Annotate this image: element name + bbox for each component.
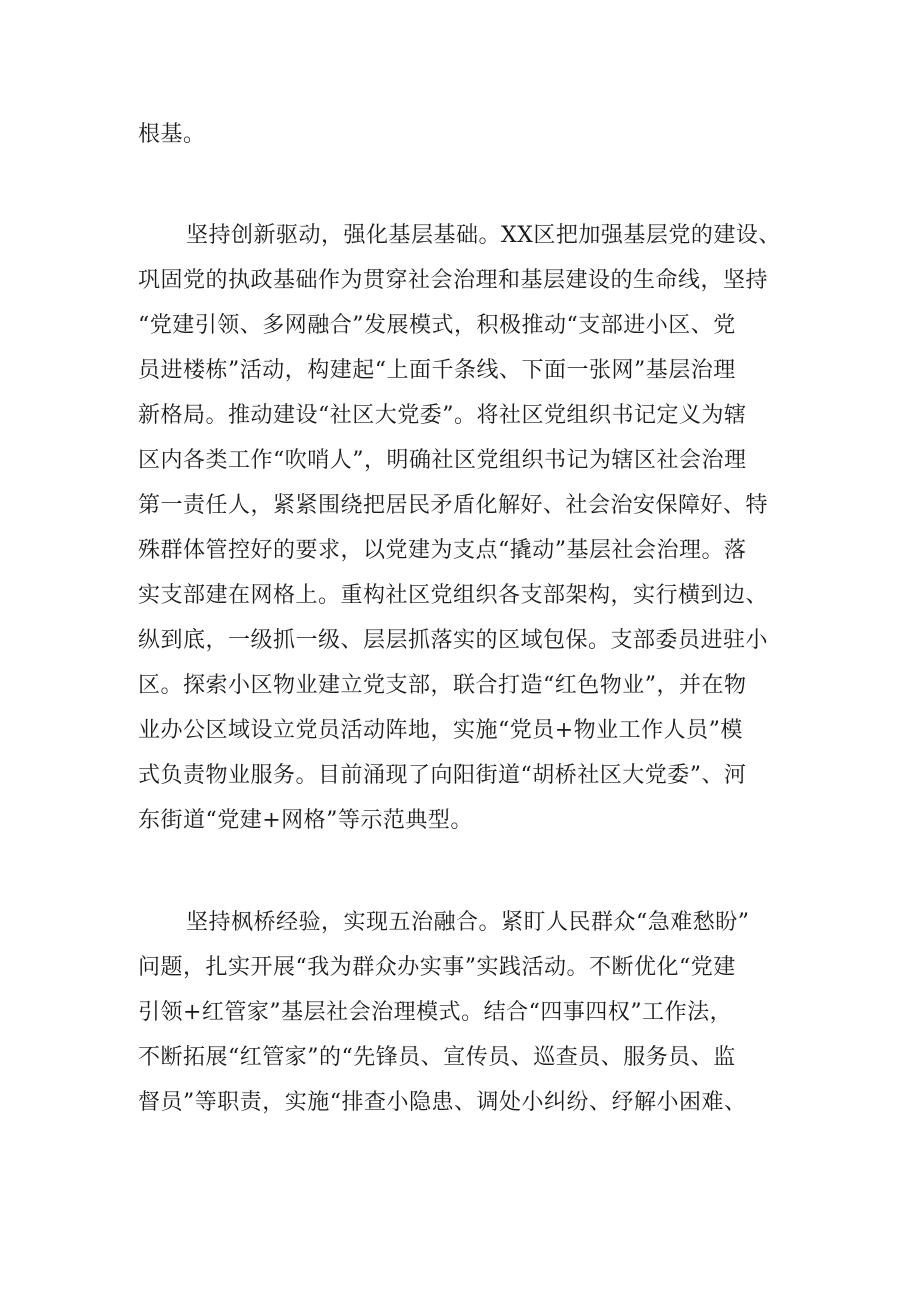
- paragraph-line: 新格局。推动建设“社区大党委”。将社区党组织书记定义为辖: [138, 403, 747, 428]
- paragraph-line: 实支部建在网格上。重构社区党组织各支部架构，实行横到边、: [138, 583, 769, 608]
- paragraph-line: “党建引领、多网融合”发展模式，积极推动“支部进小区、党: [138, 313, 736, 338]
- paragraph-line: 引领+红管家”基层社会治理模式。结合“四事四权”工作法，: [138, 1000, 733, 1025]
- paragraph-line: 巩固党的执政基础作为贯穿社会治理和基层建设的生命线，坚持: [138, 268, 769, 293]
- paragraph-line: 坚持枫桥经验，实现五治融合。紧盯人民群众“急难愁盼”: [186, 910, 750, 935]
- paragraph-line: 业办公区域设立党员活动阵地，实施“党员+物业工作人员”模: [138, 718, 743, 743]
- paragraph-line: 督员”等职责，实施“排查小隐患、调处小纠纷、纾解小困难、: [138, 1090, 747, 1115]
- paragraph-line: 坚持创新驱动，强化基层基础。XX区把加强基层党的建设、: [186, 223, 781, 248]
- paragraph-line: 不断拓展“红管家”的“先锋员、宣传员、巡查员、服务员、监: [138, 1045, 736, 1070]
- paragraph-line: 根基。: [138, 122, 206, 147]
- paragraph-line: 纵到底，一级抓一级、层层抓落实的区域包保。支部委员进驻小: [138, 628, 769, 653]
- paragraph-line: 问题，扎实开展“我为群众办实事”实践活动。不断优化“党建: [138, 955, 736, 980]
- paragraph-line: 员进楼栋”活动，构建起“上面千条线、下面一张网”基层治理: [138, 358, 736, 383]
- paragraph-line: 区。探索小区物业建立党支部，联合打造“红色物业”，并在物: [138, 673, 747, 698]
- paragraph-line: 式负责物业服务。目前涌现了向阳街道“胡桥社区大党委”、河: [138, 763, 747, 788]
- paragraph-line: 殊群体管控好的要求，以党建为支点“撬动”基层社会治理。落: [138, 538, 747, 563]
- paragraph-line: 区内各类工作“吹哨人”，明确社区党组织书记为辖区社会治理: [138, 448, 747, 473]
- paragraph-line: 第一责任人，紧紧围绕把居民矛盾化解好、社会治安保障好、特: [138, 493, 769, 518]
- paragraph-line: 东街道“党建+网格”等示范典型。: [138, 808, 473, 833]
